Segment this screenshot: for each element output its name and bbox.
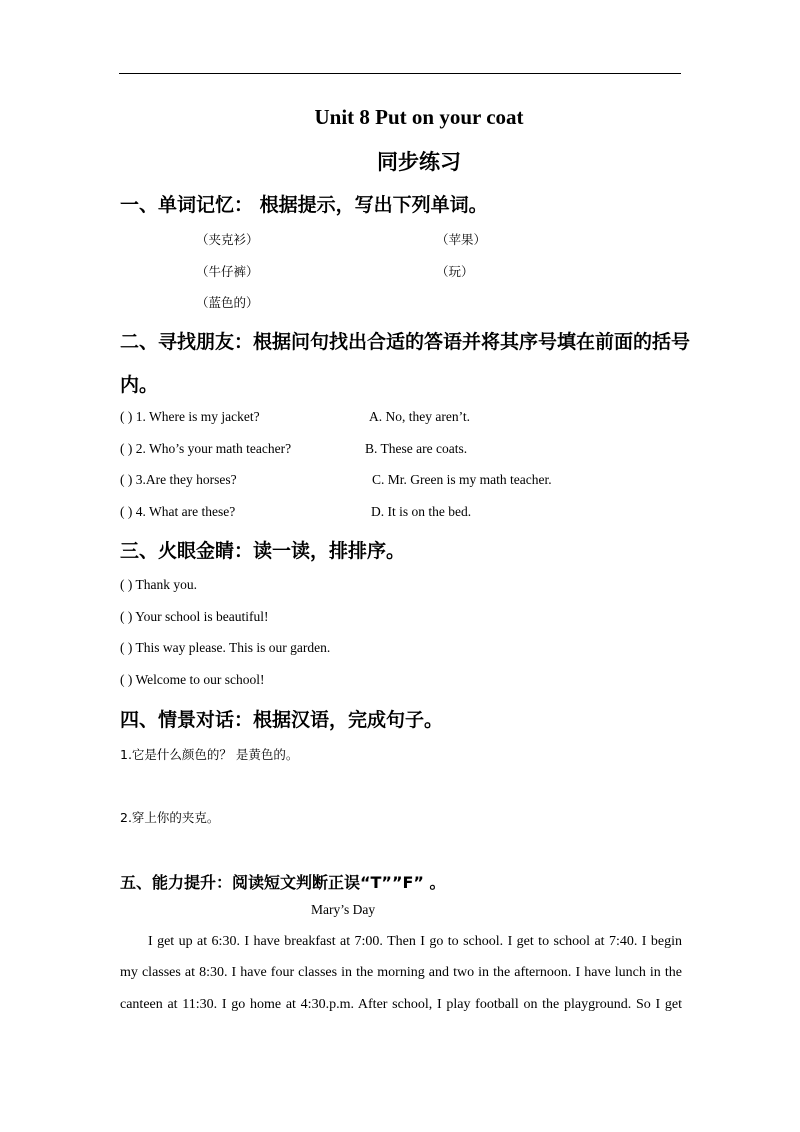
section2-answer-c: C. Mr. Green is my math teacher. [372,472,552,487]
section1-item-jeans: （牛仔裤） [196,264,259,279]
section3-item-1: ( ) Thank you. [120,577,197,592]
header-rule [119,73,681,74]
passage-line-1: I get up at 6:30. I have breakfast at 7:00. Then I go to school. I get to school at 7:40. I begin [148,934,682,949]
section2-question-4: ( ) 4. What are these? [120,504,236,519]
section1-heading: 一、单词记忆： 根据提示，写出下列单词。 [120,194,488,216]
section2-question-1: ( ) 1. Where is my jacket? [120,409,260,424]
passage-line-3: canteen at 11:30. I go home at 4:30.p.m. After school, I play football on the playground. So I get [120,997,682,1012]
passage-line-2: my classes at 8:30. I have four classes in the morning and two in the afternoon. I have lunch in the [120,965,682,980]
section1-item-blue: （蓝色的） [196,295,259,310]
section5-heading: 五、能力提升：阅读短文判断正误“T””F” 。 [120,873,446,892]
section4-item-2: 2.穿上你的夹克。 [120,810,220,825]
section2-question-2: ( ) 2. Who’s your math teacher? [120,441,292,456]
page-title: Unit 8 Put on your coat [314,105,524,129]
section2-heading-line2: 内。 [120,374,159,396]
page-subtitle: 同步练习 [377,149,461,174]
section3-heading: 三、火眼金睛：读一读，排排序。 [120,540,406,562]
section2-heading-line1: 二、寻找朋友：根据问句找出合适的答语并将其序号填在前面的括号 [120,331,691,353]
section2-answer-b: B. These are coats. [365,441,468,456]
section3-item-2: ( ) Your school is beautiful! [120,609,269,624]
section3-item-3: ( ) This way please. This is our garden. [120,640,331,655]
section2-question-3: ( ) 3.Are they horses? [120,472,237,487]
section4-item-1: 1.它是什么颜色的？ 是黄色的。 [120,747,299,762]
section4-heading: 四、情景对话：根据汉语，完成句子。 [120,709,444,731]
section1-item-apple: （苹果） [436,232,487,247]
section2-answer-a: A. No, they aren’t. [369,409,470,424]
section1-item-jacket: （夹克衫） [196,232,259,247]
passage-title: Mary’s Day [311,902,376,917]
section2-answer-d: D. It is on the bed. [371,504,472,519]
section3-item-4: ( ) Welcome to our school! [120,672,265,687]
section1-item-play: （玩） [436,264,474,279]
